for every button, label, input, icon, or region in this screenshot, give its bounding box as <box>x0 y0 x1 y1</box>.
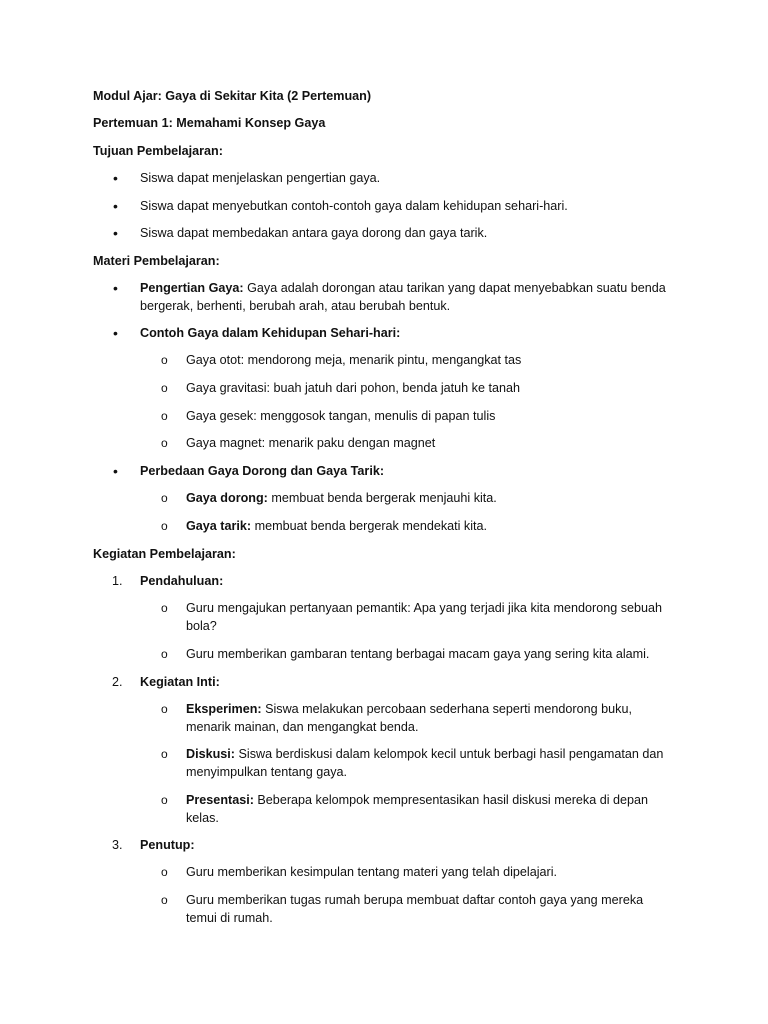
bullet-marker: • <box>113 198 118 214</box>
bullet-marker: • <box>113 325 118 341</box>
circle-marker: o <box>161 353 168 367</box>
difference-item <box>140 462 680 480</box>
meeting-title: Pertemuan 1: Memahami Konsep Gaya <box>93 116 326 130</box>
objective-item: Siswa dapat menyebutkan contoh-contoh gaya dalam kehidupan sehari-hari. <box>140 199 568 213</box>
circle-marker: o <box>161 702 168 716</box>
definition-text: Gaya adalah dorongan atau tarikan yang dapat menyebabkan suatu benda bergerak, berhenti, berubah arah, atau berubah bentuk. <box>140 281 666 313</box>
example-item: Gaya gesek: menggosok tangan, menulis di papan tulis <box>186 409 496 423</box>
circle-marker: o <box>161 793 168 807</box>
examples-item <box>140 324 680 342</box>
activity-subitem: Guru memberikan gambaran tentang berbagai macam gaya yang sering kita alami. <box>186 647 650 661</box>
activity-item <box>140 836 680 854</box>
bullet-marker: • <box>113 463 118 479</box>
circle-marker: o <box>161 519 168 533</box>
activity-sub-label: Diskusi: <box>186 747 235 761</box>
activity-subitem <box>186 700 676 736</box>
objectives-heading: Tujuan Pembelajaran: <box>93 144 223 158</box>
activity-item <box>140 572 680 590</box>
circle-marker: o <box>161 647 168 661</box>
activity-subitem <box>186 745 676 781</box>
bullet-marker: • <box>113 280 118 296</box>
document-title: Modul Ajar: Gaya di Sekitar Kita (2 Pertemuan) <box>93 89 372 103</box>
circle-marker: o <box>161 436 168 450</box>
activity-subitem: Guru memberikan tugas rumah berupa membuat daftar contoh gaya yang mereka temui di rumah. <box>186 893 644 925</box>
circle-marker: o <box>161 747 168 761</box>
activity-number: 1. <box>112 574 123 588</box>
objective-item: Siswa dapat membedakan antara gaya dorong dan gaya tarik. <box>140 226 488 240</box>
examples-label: Contoh Gaya dalam Kehidupan Sehari-hari: <box>140 326 401 340</box>
difference-label: Perbedaan Gaya Dorong dan Gaya Tarik: <box>140 464 385 478</box>
activity-subitem <box>186 791 676 827</box>
definition-label: Pengertian Gaya: <box>140 281 244 295</box>
circle-marker: o <box>161 381 168 395</box>
circle-marker: o <box>161 893 168 907</box>
difference-sub-label: Gaya tarik: <box>186 519 252 533</box>
activity-number: 3. <box>112 838 123 852</box>
difference-sub-text: membuat benda bergerak mendekati kita. <box>251 519 488 533</box>
example-item: Gaya otot: mendorong meja, menarik pintu, mengangkat tas <box>186 353 522 367</box>
activity-label: Penutup: <box>140 838 195 852</box>
circle-marker: o <box>161 601 168 615</box>
circle-marker: o <box>161 409 168 423</box>
bullet-marker: • <box>113 170 118 186</box>
bullet-marker: • <box>113 225 118 241</box>
circle-marker: o <box>161 865 168 879</box>
circle-marker: o <box>161 491 168 505</box>
activity-sub-text: Beberapa kelompok mempresentasikan hasil diskusi mereka di depan kelas. <box>186 793 649 825</box>
activity-sub-label: Eksperimen: <box>186 702 262 716</box>
activity-number: 2. <box>112 675 123 689</box>
activity-subitem: Guru mengajukan pertanyaan pemantik: Apa yang terjadi jika kita mendorong sebuah bola? <box>186 601 663 633</box>
difference-subitem <box>186 517 676 535</box>
activity-label: Pendahuluan: <box>140 574 224 588</box>
material-heading: Materi Pembelajaran: <box>93 254 220 268</box>
activity-item <box>140 673 680 691</box>
example-item: Gaya gravitasi: buah jatuh dari pohon, benda jatuh ke tanah <box>186 381 520 395</box>
activity-subitem: Guru memberikan kesimpulan tentang materi yang telah dipelajari. <box>186 865 558 879</box>
activity-sub-text: Siswa berdiskusi dalam kelompok kecil untuk berbagi hasil pengamatan dan menyimpulkan tentang gaya. <box>186 747 664 779</box>
activity-label: Kegiatan Inti: <box>140 675 220 689</box>
example-item: Gaya magnet: menarik paku dengan magnet <box>186 436 436 450</box>
difference-sub-text: membuat benda bergerak menjauhi kita. <box>267 491 497 505</box>
objective-item: Siswa dapat menjelaskan pengertian gaya. <box>140 171 381 185</box>
activities-heading: Kegiatan Pembelajaran: <box>93 547 236 561</box>
definition-item <box>140 279 680 315</box>
difference-sub-label: Gaya dorong: <box>186 491 268 505</box>
activity-sub-text: Siswa melakukan percobaan sederhana seperti mendorong buku, menarik mainan, dan mengangkat benda. <box>186 702 632 734</box>
difference-subitem <box>186 489 676 507</box>
activity-sub-label: Presentasi: <box>186 793 254 807</box>
